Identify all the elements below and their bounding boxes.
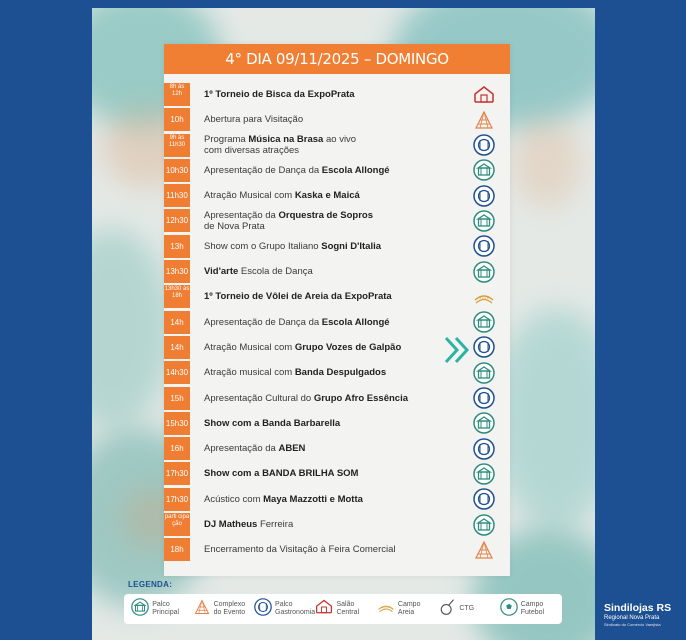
palco-gastronomia-icon xyxy=(472,134,496,157)
complexo-do-evento-icon xyxy=(472,538,496,561)
event-text: Programa xyxy=(204,134,249,146)
legend-title: LEGENDA: xyxy=(128,580,173,589)
campo-areia-icon xyxy=(472,285,496,308)
schedule-row xyxy=(164,461,510,486)
event-description xyxy=(204,208,466,233)
time-badge: 10h30 xyxy=(164,159,190,182)
double-chevron-right-icon[interactable] xyxy=(442,335,474,365)
legend-label: CTG xyxy=(459,605,475,612)
time-badge: 13h xyxy=(164,235,190,258)
legend-label: Salão Central xyxy=(336,601,360,616)
event-description xyxy=(204,386,466,411)
event-highlight: ABEN xyxy=(278,443,306,455)
schedule-row xyxy=(164,158,510,183)
event-description xyxy=(204,537,466,562)
schedule-row xyxy=(164,208,510,233)
event-description xyxy=(204,461,466,486)
event-description xyxy=(204,234,466,259)
event-text: Apresentação da xyxy=(204,443,279,455)
event-description xyxy=(204,82,466,107)
time-badge: 13h30 xyxy=(164,260,190,283)
palco-principal-icon xyxy=(472,412,496,435)
legend-item xyxy=(315,598,370,621)
schedule-row xyxy=(164,234,510,259)
legend-item xyxy=(254,598,316,621)
event-description xyxy=(204,284,466,309)
event-text: Apresentação da xyxy=(204,209,279,221)
event-text: Encerramento da Visitação à Feira Comercial xyxy=(204,544,396,556)
schedule-row xyxy=(164,487,510,512)
palco-principal-icon xyxy=(472,209,496,232)
campo-futebol-icon xyxy=(500,598,518,621)
legend-label: Campo Areia xyxy=(397,601,421,616)
event-description xyxy=(204,335,466,360)
time-badge: 16h xyxy=(164,437,190,460)
time-badge: 14h xyxy=(164,311,190,334)
schedule-row xyxy=(164,82,510,107)
legend xyxy=(124,594,562,624)
palco-gastronomia-icon xyxy=(472,184,496,207)
legend-item xyxy=(193,598,248,621)
time-badge: 11h30 xyxy=(164,184,190,207)
event-description xyxy=(204,360,466,385)
event-text: Show com o Grupo Italiano xyxy=(204,240,322,252)
schedule-row xyxy=(164,310,510,335)
schedule-list xyxy=(164,82,510,563)
event-highlight: Grupo Vozes de Galpão xyxy=(294,341,402,353)
palco-principal-icon xyxy=(472,513,496,536)
palco-gastronomia-icon xyxy=(472,235,496,258)
schedule-row xyxy=(164,537,510,562)
event-description xyxy=(204,487,466,512)
legend-label: Campo Futebol xyxy=(520,601,545,616)
schedule-row xyxy=(164,436,510,461)
event-highlight: Escola Allongé xyxy=(321,164,390,176)
brand-logo xyxy=(604,602,682,628)
event-text-after: Escola de Dança xyxy=(238,266,313,278)
time-badge: 8h às 12h xyxy=(164,83,190,106)
palco-gastronomia-icon xyxy=(472,488,496,511)
time-badge: 15h30 xyxy=(164,412,190,435)
time-badge: 14h30 xyxy=(164,361,190,384)
schedule-sheet xyxy=(164,44,510,576)
event-highlight: Grupo Afro Essência xyxy=(313,392,408,404)
schedule-row xyxy=(164,512,510,537)
event-highlight: Vid'arte xyxy=(204,266,239,278)
legend-label: Palco Principal xyxy=(152,601,180,616)
legend-item xyxy=(131,598,186,621)
event-highlight: 1º Torneio de Bisca da ExpoPrata xyxy=(204,89,355,100)
event-highlight: DJ Matheus xyxy=(204,519,258,531)
salao-central-icon xyxy=(472,83,496,106)
palco-principal-icon xyxy=(472,260,496,283)
legend-item xyxy=(438,598,493,621)
campo-areia-icon xyxy=(377,598,395,621)
event-text-line2: com diversas atrações xyxy=(204,145,300,157)
poster xyxy=(92,8,595,640)
event-highlight: Música na Brasa xyxy=(248,134,324,146)
schedule-row xyxy=(164,284,510,309)
palco-gastronomia-icon xyxy=(254,598,272,621)
event-text-line2: de Nova Prata xyxy=(204,220,265,232)
complexo-do-evento-icon xyxy=(193,598,211,621)
event-text: Abertura para Visitação xyxy=(204,114,304,126)
event-description xyxy=(204,411,466,436)
event-description xyxy=(204,133,466,158)
event-text: Atração musical com xyxy=(204,367,295,379)
time-badge: 18h xyxy=(164,538,190,561)
palco-principal-icon xyxy=(472,361,496,384)
palco-gastronomia-icon xyxy=(472,336,496,359)
event-description xyxy=(204,107,466,132)
event-text: Apresentação de Dança da xyxy=(204,164,322,176)
schedule-row xyxy=(164,386,510,411)
brand-tagline: Sindicato do Comércio Varejista xyxy=(604,622,661,627)
event-text: Atração Musical com xyxy=(204,341,295,353)
palco-gastronomia-icon xyxy=(472,387,496,410)
time-badge: 10h xyxy=(164,108,190,131)
event-highlight: 1º Torneio de Vôlei de Areia da ExpoPrata xyxy=(204,291,392,303)
palco-principal-icon xyxy=(472,462,496,485)
time-badge: 17h30 xyxy=(164,462,190,485)
schedule-row xyxy=(164,411,510,436)
time-badge: 15h xyxy=(164,387,190,410)
time-badge: 9h às 11h30 xyxy=(164,134,190,157)
event-text: Acústico com xyxy=(204,493,264,505)
schedule-row xyxy=(164,133,510,158)
time-badge: 17h30 xyxy=(164,488,190,511)
page-title: 4° DIA 09/11/2025 – DOMINGO xyxy=(164,44,510,74)
legend-label: Complexo do Evento xyxy=(213,601,246,616)
palco-gastronomia-icon xyxy=(472,437,496,460)
event-highlight: Escola Allongé xyxy=(321,316,390,328)
event-description xyxy=(204,512,466,537)
event-description xyxy=(204,310,466,335)
salao-central-icon xyxy=(315,598,333,621)
event-text: Apresentação Cultural do xyxy=(204,392,314,404)
brand-regional: Regional Nova Prata xyxy=(604,615,660,621)
legend-item xyxy=(500,598,555,621)
time-badge: 14h xyxy=(164,336,190,359)
complexo-do-evento-icon xyxy=(472,108,496,131)
event-highlight: Show com a Banda Barbarella xyxy=(204,417,341,429)
schedule-row xyxy=(164,183,510,208)
schedule-row xyxy=(164,107,510,132)
event-highlight: Sogni D'Italia xyxy=(321,240,382,252)
event-text: Atração Musical com xyxy=(204,190,295,202)
brand-name: Sindilojas RS xyxy=(604,602,672,614)
palco-principal-icon xyxy=(472,159,496,182)
event-description xyxy=(204,158,466,183)
event-text-after: Ferreira xyxy=(257,519,294,531)
event-text: Apresentação de Dança da xyxy=(204,316,322,328)
time-badge: parti cipa ção xyxy=(164,513,190,536)
time-badge: 13h30 às 18h xyxy=(164,285,190,308)
event-description xyxy=(204,259,466,284)
event-highlight: Banda Despulgados xyxy=(294,367,387,379)
event-highlight: Show com a BANDA BRILHA SOM xyxy=(204,468,359,480)
event-highlight: Kaska e Maicá xyxy=(294,190,360,202)
schedule-row xyxy=(164,259,510,284)
palco-principal-icon xyxy=(131,598,149,621)
event-description xyxy=(204,436,466,461)
legend-label: Palco Gastronomia xyxy=(275,601,316,616)
time-badge: 12h30 xyxy=(164,209,190,232)
palco-principal-icon xyxy=(472,311,496,334)
ctg-icon xyxy=(438,598,456,621)
legend-item xyxy=(377,598,432,621)
event-highlight: Orquestra de Sopros xyxy=(278,209,373,221)
event-description xyxy=(204,183,466,208)
event-highlight: Maya Mazzotti e Motta xyxy=(263,493,363,505)
event-text-after: ao vivo xyxy=(323,134,357,146)
